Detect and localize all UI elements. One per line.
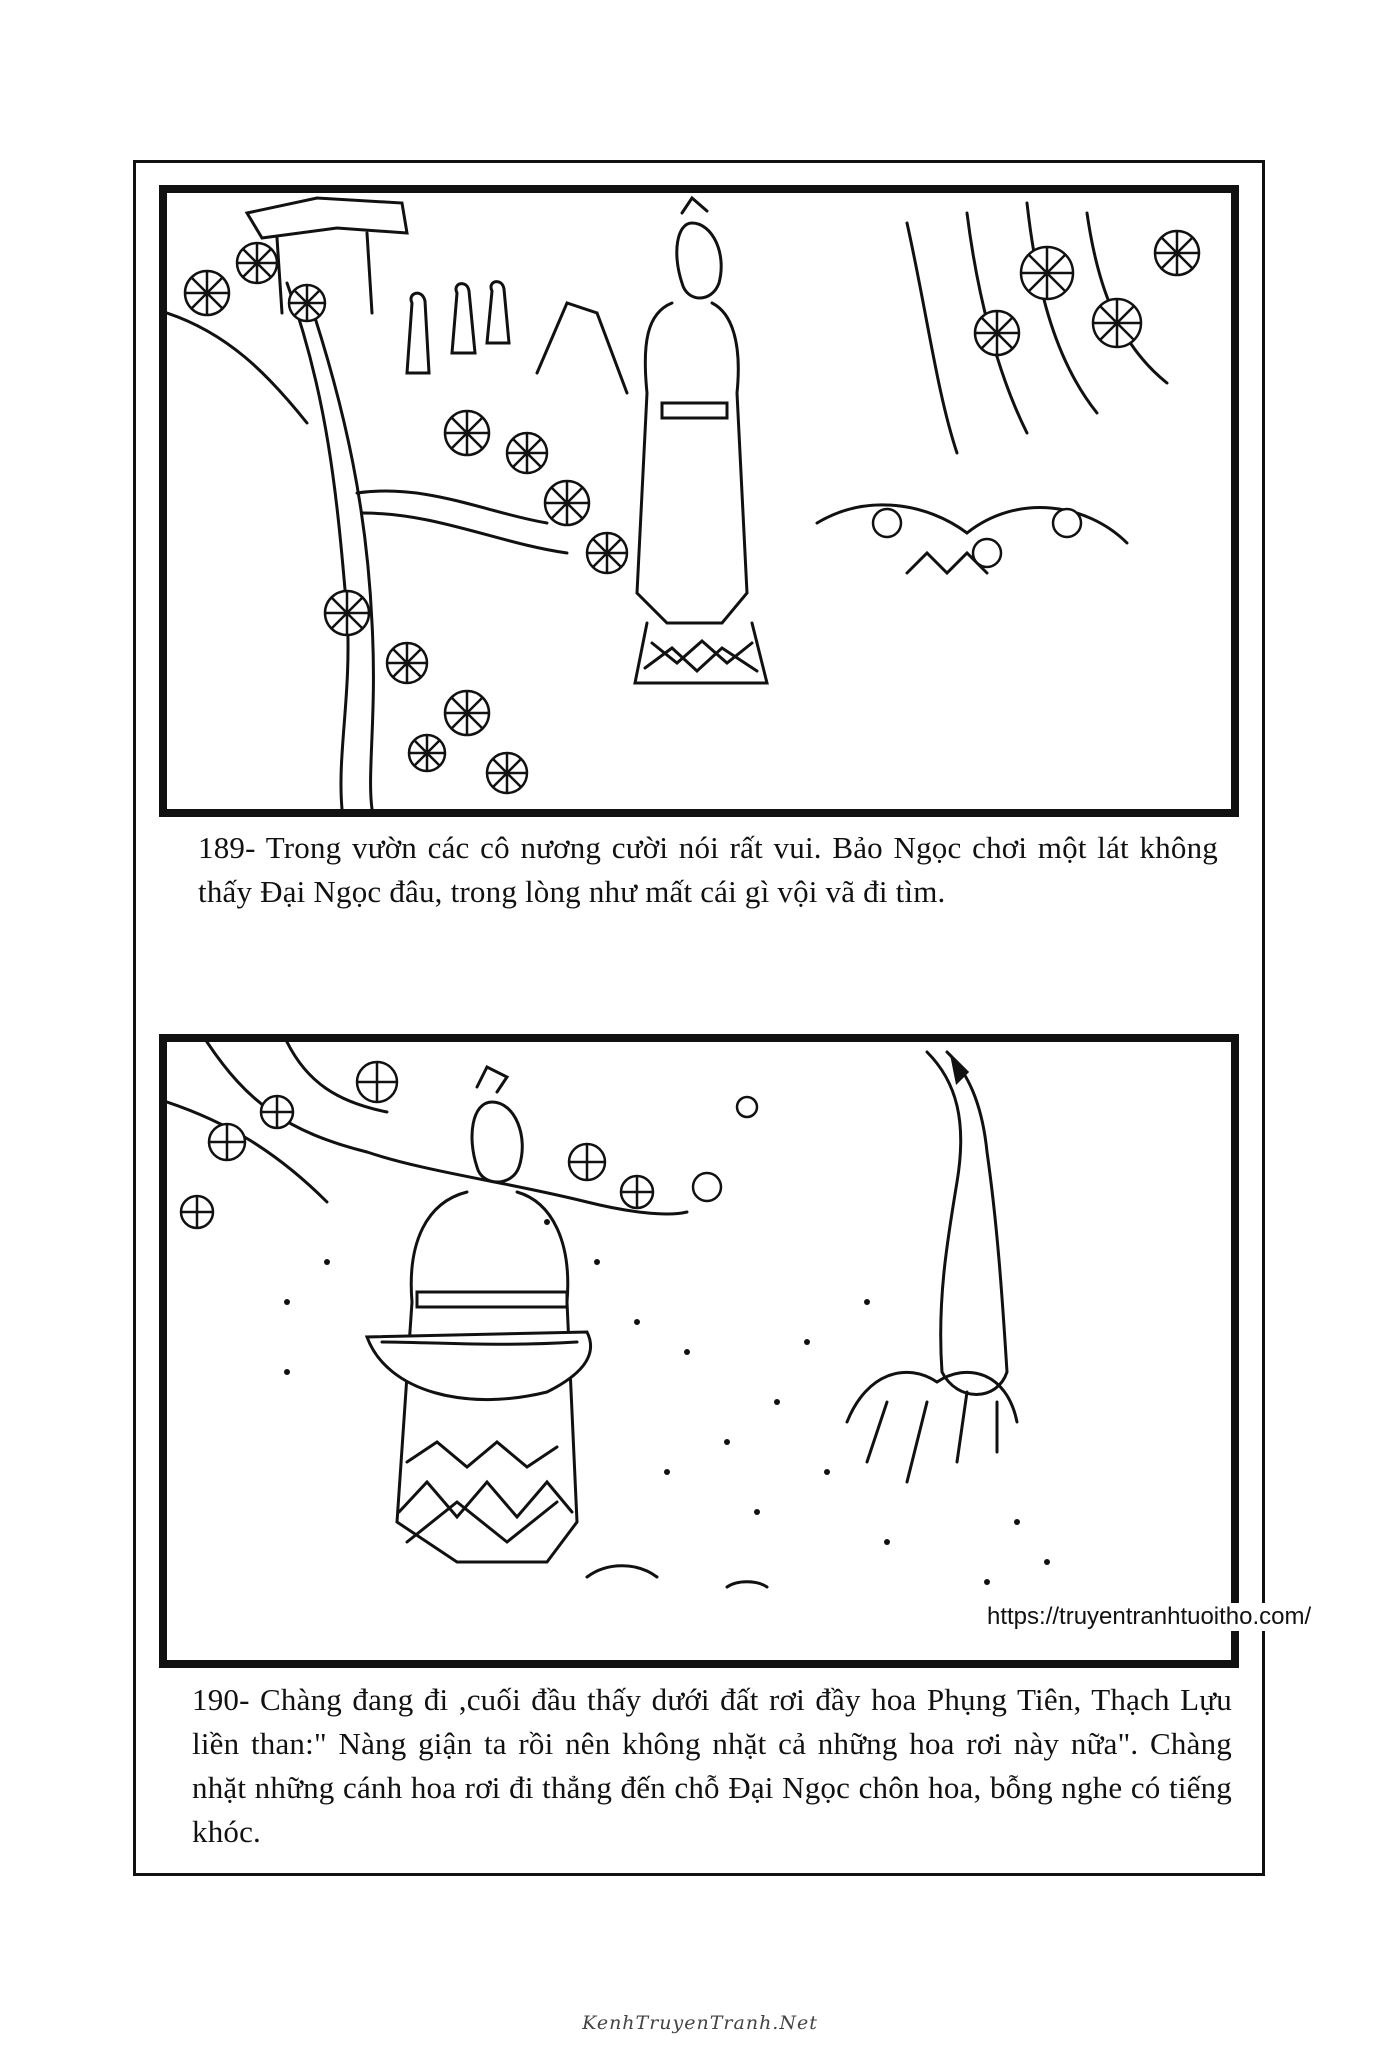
panel-189-illustration — [159, 185, 1239, 817]
garden-scene-illustration — [167, 193, 1231, 809]
panel-190-illustration — [159, 1034, 1239, 1668]
caption-text: 190- Chàng đang đi ,cuối đầu thấy dưới đất rơi đầy hoa Phụng Tiên, Thạch Lựu liền than:" Nàng giận ta rồi nên không nhặt cả những hoa rơi này nữa". Chàng nhặt những cánh hoa rơi đi thẳng đến chỗ Đại Ngọc chôn hoa, bỗng nghe có tiếng khóc. — [192, 1682, 1232, 1849]
panel-189-caption — [198, 826, 1218, 914]
panel-190-caption — [192, 1678, 1232, 1854]
footer-watermark: KenhTruyenTranh.Net — [582, 2012, 818, 2034]
caption-text: 189- Trong vườn các cô nương cười nói rất vui. Bảo Ngọc chơi một lát không thấy Đại Ngọc đâu, trong lòng như mất cái gì vội vã đi tìm. — [198, 830, 1218, 909]
source-url-watermark: https://truyentranhtuoitho.com/ — [987, 1603, 1312, 1630]
falling-flowers-scene-illustration — [167, 1042, 1231, 1660]
